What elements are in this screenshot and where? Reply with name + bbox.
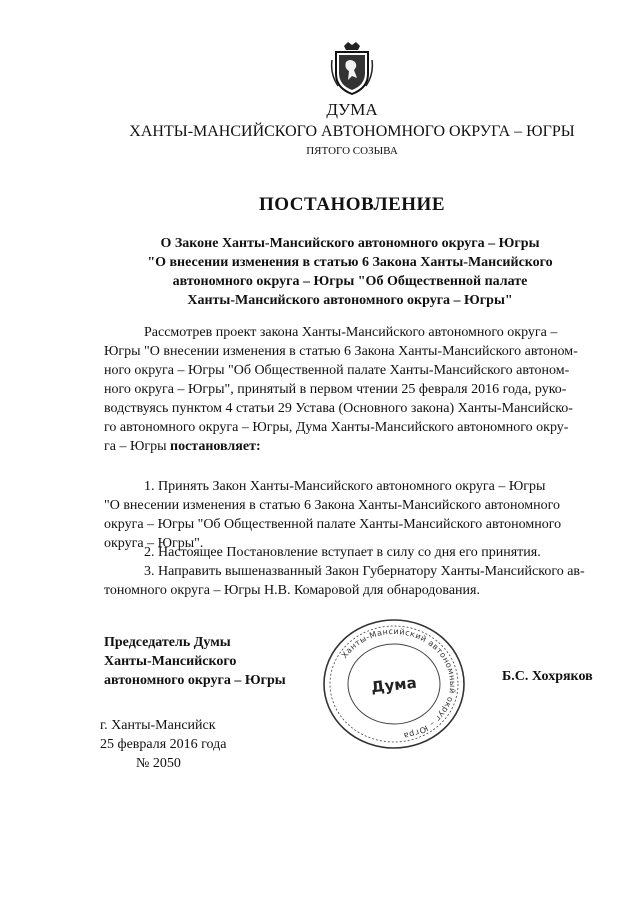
organization-title: ДУМА: [326, 100, 378, 119]
subject-line: Ханты-Мансийского автономного округа – Югры": [187, 293, 513, 308]
item-line: "О внесении изменения в статью 6 Закона Ханты-Мансийского автономного: [104, 498, 560, 513]
resolve-word: постановляет:: [170, 439, 261, 454]
preamble-line: ного округа – Югры "Об Общественной палате Ханты-Мансийского автоном-: [104, 363, 570, 378]
preamble-paragraph: [104, 323, 604, 456]
signature-title: [104, 633, 286, 690]
signature-title-line: автономного округа – Югры: [104, 673, 286, 688]
item-3-paragraph: [104, 562, 604, 600]
coat-of-arms-icon: [330, 40, 374, 96]
document-subject: [130, 234, 570, 310]
item-line: округа – Югры".: [104, 536, 204, 551]
svg-text:Дума: Дума: [370, 673, 418, 697]
preamble-line: го автономного округа – Югры, Дума Ханты-Мансийского автономного окру-: [104, 420, 569, 435]
date-text: 25 февраля 2016 года: [100, 737, 227, 752]
preamble-line: ного округа – Югры", принятый в первом чтении 25 февраля 2016 года, руко-: [104, 382, 567, 397]
item-line: 1. Принять Закон Ханты-Мансийского автономного округа – Югры: [144, 479, 546, 494]
convocation-title: ПЯТОГО СОЗЫВА: [306, 145, 398, 157]
document-type-title: ПОСТАНОВЛЕНИЕ: [258, 194, 446, 215]
item-2-paragraph: [104, 543, 604, 562]
subject-line: "О внесении изменения в статью 6 Закона Ханты-Мансийского: [147, 255, 553, 270]
preamble-last-line: [104, 437, 604, 456]
item-line: 3. Направить вышеназванный Закон Губернатору Ханты-Мансийского ав-: [144, 564, 585, 579]
preamble-line: водствуясь пунктом 4 статьи 29 Устава (Основного закона) Ханты-Мансийско-: [104, 401, 573, 416]
item-line: округа – Югры "Об Общественной палате Ханты-Мансийского автономного: [104, 517, 562, 532]
preamble-line: га – Югры: [104, 439, 167, 454]
item-line: 2. Настоящее Постановление вступает в силу со дня его принятия.: [144, 545, 541, 560]
official-seal-stamp: [318, 614, 470, 754]
signature-title-line: Председатель Думы: [104, 635, 231, 650]
preamble-line: Югры "О внесении изменения в статью 6 Закона Ханты-Мансийского автоном-: [104, 344, 578, 359]
preamble-line: Рассмотрев проект закона Ханты-Мансийского автономного округа –: [144, 325, 558, 340]
item-1-paragraph: [104, 477, 604, 553]
city-text: г. Ханты-Мансийск: [100, 718, 216, 733]
document-number: № 2050: [136, 756, 181, 771]
item-line: тономного округа – Югры Н.В. Комаровой для обнародования.: [104, 583, 480, 598]
subject-line: О Законе Ханты-Мансийского автономного округа – Югры: [160, 236, 540, 251]
signer-name: Б.С. Хохряков: [502, 669, 593, 684]
subject-line: автономного округа – Югры "Об Общественной палате: [172, 274, 528, 289]
place-date-block: [100, 716, 227, 773]
region-title: ХАНТЫ-МАНСИЙСКОГО АВТОНОМНОГО ОКРУГА – ЮГРЫ: [129, 123, 575, 140]
signature-title-line: Ханты-Мансийского: [104, 654, 237, 669]
svg-text:Ханты-Мансийский автономный ок: Ханты-Мансийский автономный округ – Югра: [339, 626, 458, 741]
